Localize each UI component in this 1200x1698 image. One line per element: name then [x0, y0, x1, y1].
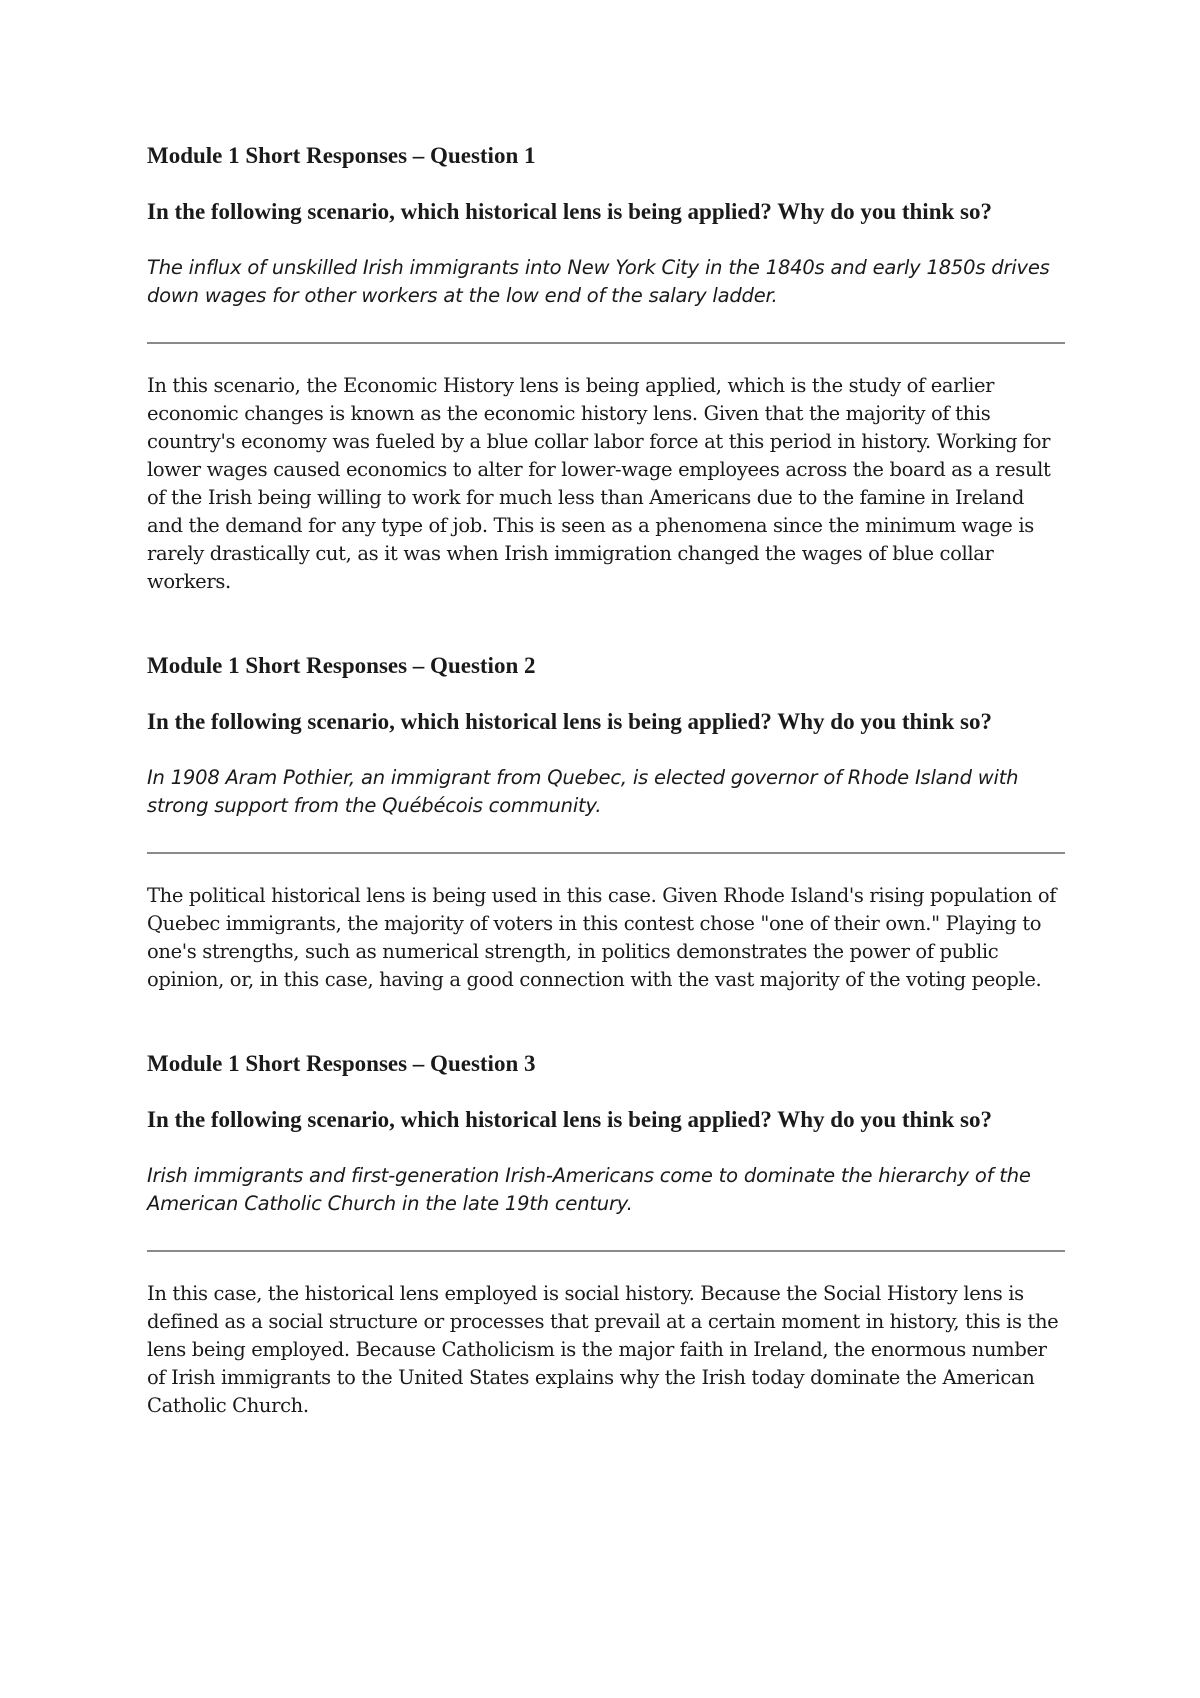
section-divider [147, 1250, 1065, 1252]
question-prompt: In the following scenario, which historical lens is being applied? Why do you think so? [147, 199, 992, 224]
section-divider [147, 852, 1065, 854]
scenario-text: In 1908 Aram Pothier, an immigrant from Quebec, is elected governor of Rhode Island with strong support from the Québécois community. [147, 766, 1019, 817]
question-prompt: In the following scenario, which historical lens is being applied? Why do you think so? [147, 709, 992, 734]
question-prompt: In the following scenario, which historical lens is being applied? Why do you think so? [147, 1107, 992, 1132]
section-divider [147, 342, 1065, 344]
question-2-section [147, 652, 1065, 994]
document-page [147, 142, 1065, 1420]
question-1-section [147, 142, 1065, 596]
section-heading: Module 1 Short Responses – Question 3 [147, 1051, 536, 1076]
question-3-section [147, 1050, 1065, 1420]
scenario-text: Irish immigrants and first-generation Irish-Americans come to dominate the hierarchy of the American Catholic Church in the late 19th century. [147, 1164, 1031, 1215]
answer-text: In this case, the historical lens employed is social history. Because the Social History lens is defined as a social structure or processes that prevail at a certain moment in history, this is the lens being employed. Because Catholicism is the major faith in Ireland, the enormous number of Irish immigrants to the United States explains why the Irish today dominate the American Catholic Church. [147, 1282, 1059, 1417]
section-heading: Module 1 Short Responses – Question 1 [147, 143, 536, 168]
scenario-text: The influx of unskilled Irish immigrants into New York City in the 1840s and early 1850s drives down wages for other workers at the low end of the salary ladder. [147, 256, 1050, 307]
answer-text: In this scenario, the Economic History lens is being applied, which is the study of earlier economic changes is known as the economic history lens. Given that the majority of this country's economy was fueled by a blue collar labor force at this period in history. Working for lower wages caused economics to alter for lower-wage employees across the board as a result of the Irish being willing to work for much less than Americans due to the famine in Ireland and the demand for any type of job. This is seen as a phenomena since the minimum wage is rarely drastically cut, as it was when Irish immigration changed the wages of blue collar workers. [147, 374, 1051, 593]
section-heading: Module 1 Short Responses – Question 2 [147, 653, 536, 678]
answer-text: The political historical lens is being used in this case. Given Rhode Island's rising population of Quebec immigrants, the majority of voters in this contest chose "one of their own." Playing to one's strengths, such as numerical strength, in politics demonstrates the power of public opinion, or, in this case, having a good connection with the vast majority of the voting people. [147, 884, 1057, 991]
